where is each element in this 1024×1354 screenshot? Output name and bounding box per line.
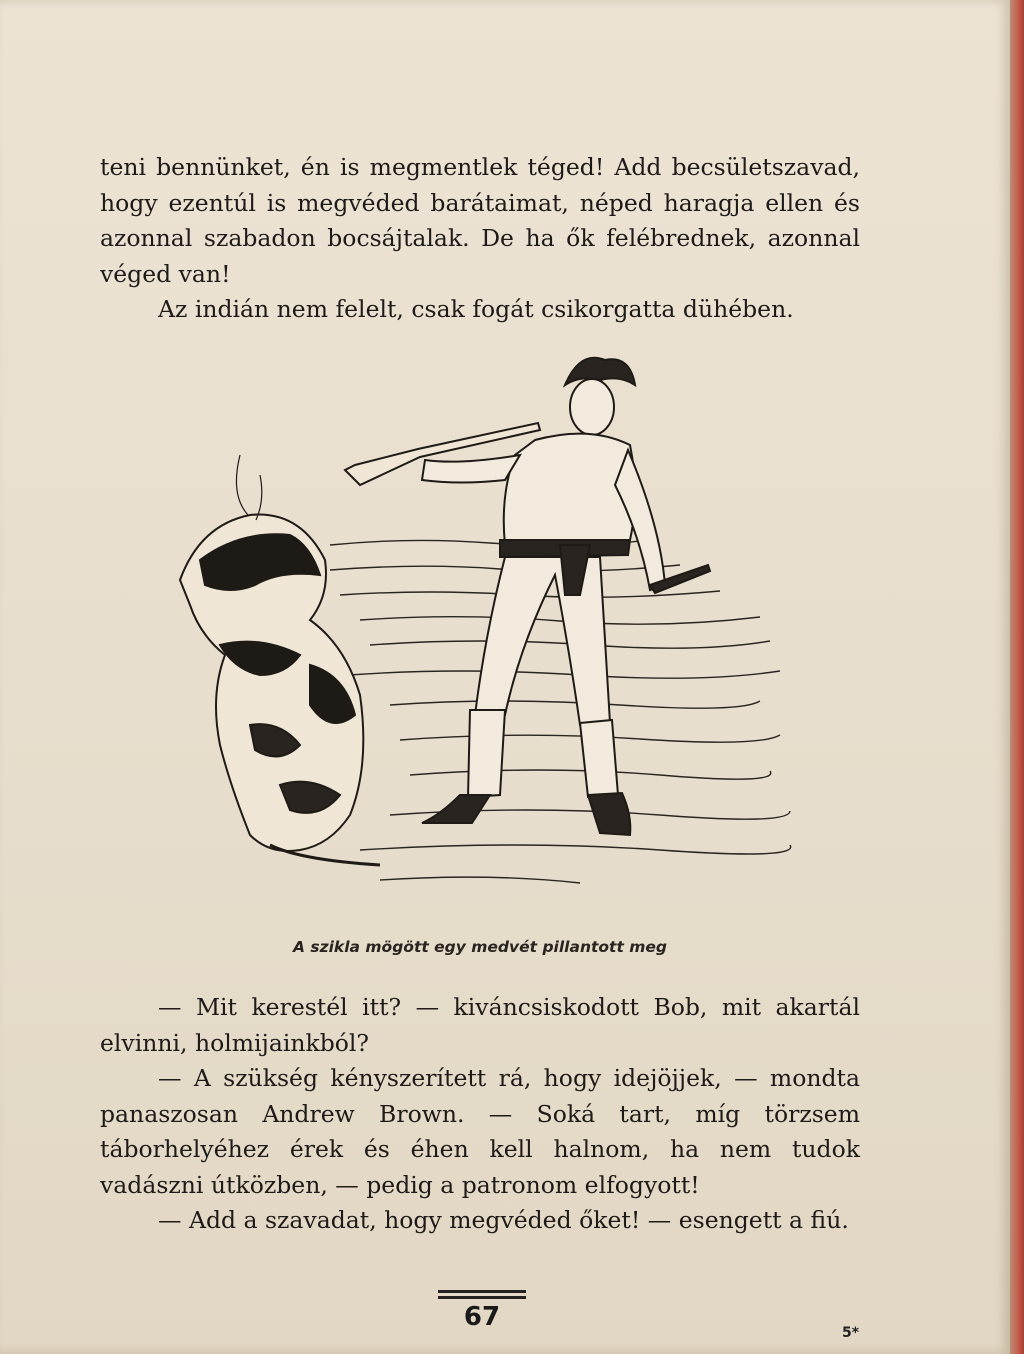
folio-rule-top [438,1290,526,1293]
paragraph-5: — Add a szavadat, hogy megvéded őket! — esengett a fiú. [158,1206,849,1234]
page-number: 67 [463,1302,501,1332]
illustration-hunter-and-rock [160,345,800,935]
paragraph-4: — A szükség kényszerített rá, hogy idejöjjek, — mondta panaszosan Andrew Brown. — Soká tart, míg törzsem táborhelyéhez érek és éhen kell halnom, ha nem tudok vadászni útközben, — pedig a patronom elfogyott! [100,1064,860,1199]
top-text-block [100,150,860,328]
signature-mark: 5* [842,1325,860,1341]
bottom-text-block [100,990,860,1239]
rock [180,455,380,865]
hunter-figure [345,358,710,835]
book-cover-edge [1010,0,1024,1354]
paragraph-3: — Mit kerestél itt? — kiváncsiskodott Bob, mit akartál elvinni, holmijainkból? [100,993,860,1057]
folio-rule-bottom [438,1296,526,1299]
paragraph-1: teni bennünket, én is megmentlek téged! Add becsületszavad, hogy ezentúl is megvéded barátaimat, néped haragja ellen és azonnal szabadon bocsájtalak. De ha ők felébrednek, azonnal véged van! [100,153,860,288]
paragraph-2: Az indián nem felelt, csak fogát csikorgatta dühében. [158,295,794,323]
illustration-caption: A szikla mögött egy medvét pillantott meg [292,938,668,956]
